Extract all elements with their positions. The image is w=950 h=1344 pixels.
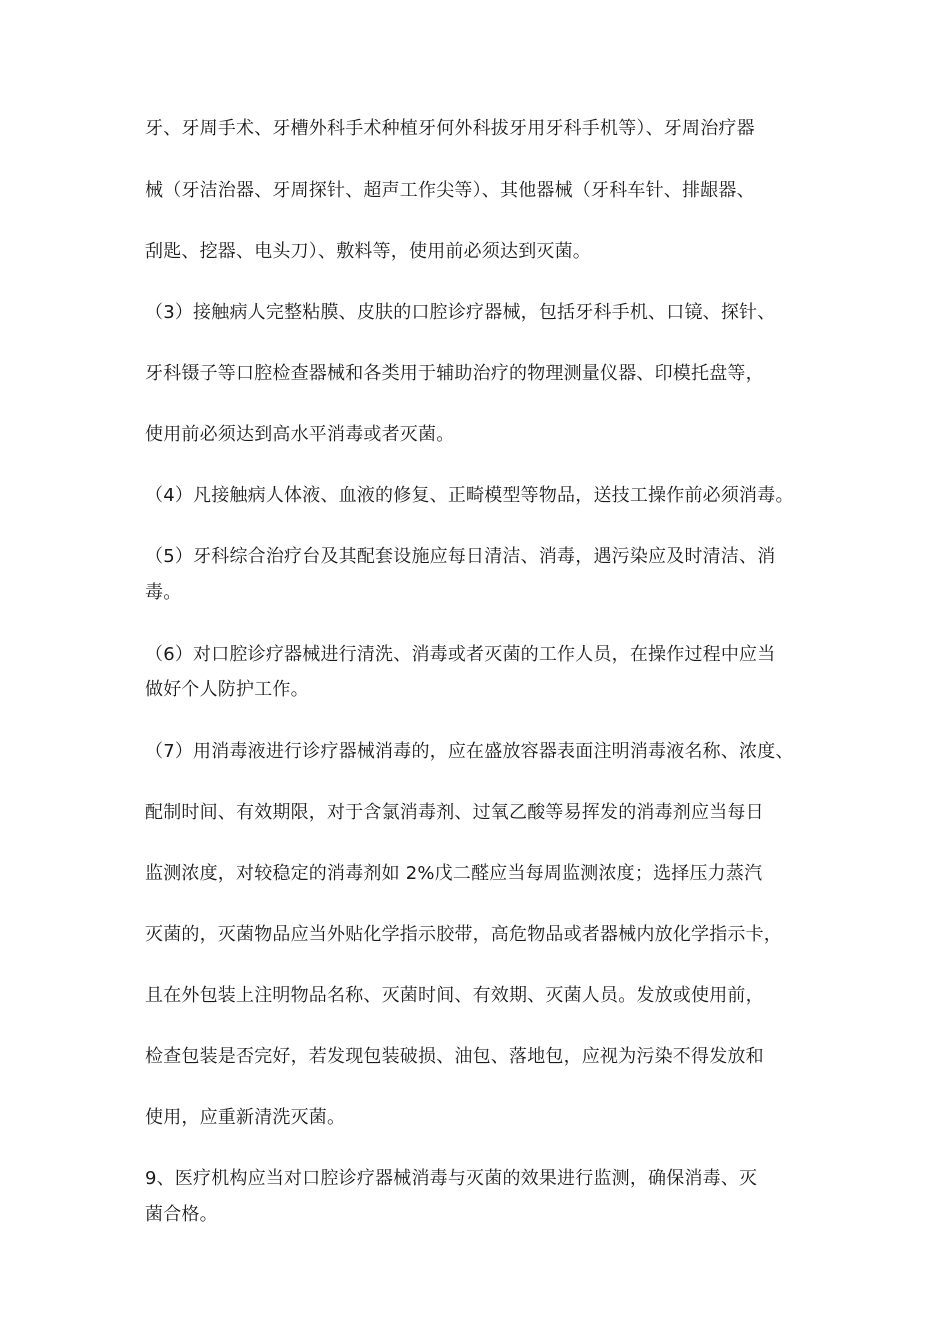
- text-line: 械（牙洁治器、牙周探针、超声工作尖等）、其他器械（牙科车针、排龈器、: [145, 180, 755, 201]
- text-line: 配制时间、有效期限，对于含氯消毒剂、过氧乙酸等易挥发的消毒剂应当每日: [145, 802, 764, 823]
- text-line: （7）用消毒液进行诊疗器械消毒的，应在盛放容器表面注明消毒液名称、浓度、: [145, 741, 794, 762]
- text-line: （4）凡接触病人体液、血液的修复、正畸模型等物品，送技工操作前必须消毒。: [145, 485, 794, 506]
- text-line: （3）接触病人完整粘膜、皮肤的口腔诊疗器械，包括牙科手机、口镜、探针、: [145, 302, 776, 323]
- text-line: 菌合格。: [145, 1204, 218, 1225]
- text-line: 9、医疗机构应当对口腔诊疗器械消毒与灭菌的效果进行监测，确保消毒、灭: [145, 1168, 758, 1189]
- text-line: 使用，应重新清洗灭菌。: [145, 1107, 346, 1128]
- text-line: 刮匙、挖器、电头刀）、敷料等，使用前必须达到灭菌。: [145, 241, 591, 262]
- text-line: 毒。: [145, 582, 182, 603]
- text-line: 监测浓度，对较稳定的消毒剂如 2%戊二醛应当每周监测浓度；选择压力蒸汽: [145, 863, 763, 884]
- text-line: 且在外包装上注明物品名称、灭菌时间、有效期、灭菌人员。发放或使用前，: [145, 985, 764, 1006]
- text-line: 使用前必须达到高水平消毒或者灭菌。: [145, 424, 455, 445]
- text-line: 检查包装是否完好，若发现包装破损、油包、落地包，应视为污染不得发放和: [145, 1046, 764, 1067]
- text-line: 牙、牙周手术、牙槽外科手术种植牙何外科拔牙用牙科手机等）、牙周治疗器: [145, 118, 755, 139]
- text-line: （5）牙科综合治疗台及其配套设施应每日清洁、消毒，遇污染应及时清洁、消: [145, 546, 776, 567]
- text-line: 牙科镊子等口腔检查器械和各类用于辅助治疗的物理测量仪器、印模托盘等，: [145, 363, 764, 384]
- text-line: （6）对口腔诊疗器械进行清洗、消毒或者灭菌的工作人员，在操作过程中应当: [145, 644, 776, 665]
- text-line: 做好个人防护工作。: [145, 679, 309, 700]
- text-line: 灭菌的，灭菌物品应当外贴化学指示胶带，高危物品或者器械内放化学指示卡，: [145, 924, 782, 945]
